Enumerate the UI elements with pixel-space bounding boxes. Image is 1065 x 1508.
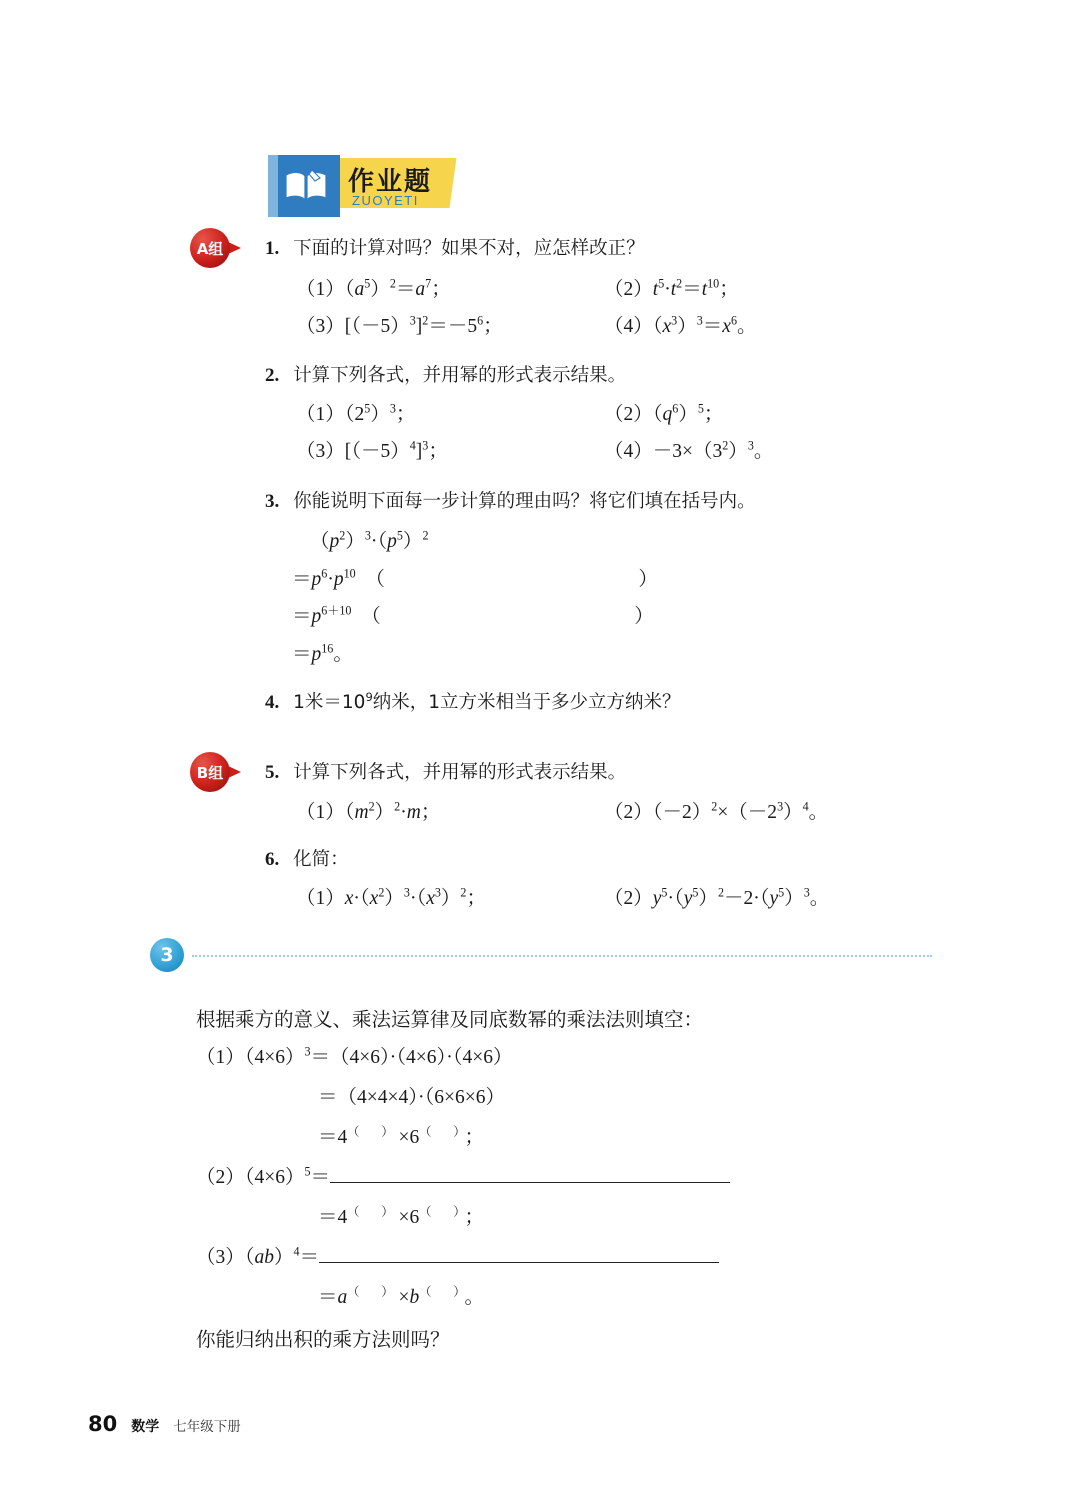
exercise-2-item-2: $(2)(q^6)^5$；: [604, 401, 724, 425]
banner-pinyin: ZUOYETI: [352, 193, 419, 208]
exercise-1-text: 下面的计算对吗？如果不对，应怎样改正？: [293, 238, 645, 259]
section-3-line-2: ＝（4×4×4）·（6×6×6）: [318, 1087, 505, 1108]
banner-title: 作业题: [348, 167, 433, 197]
section-3-line-7: ＝a（ ）×b（ ）。: [318, 1284, 484, 1308]
section-3-line-4: $(2)(4\times 6)^5=$: [196, 1163, 730, 1192]
exercise-6-text: 化简：: [293, 849, 349, 870]
exercise-3-step-2: $=p^6\cdot p^{10}$ （ ）: [292, 566, 658, 590]
group-a-label: A组: [190, 228, 230, 268]
exercise-2-text: 计算下列各式，并用幂的形式表示结果。: [293, 365, 627, 386]
exercise-1-stem: [265, 234, 645, 264]
exercise-6-item-2: $(2)y^5\cdot(y^5)^2-2\cdot(y^5)^3$。: [604, 885, 830, 909]
exercise-6-number: 6.: [265, 849, 280, 870]
exercise-2-item-1: $(1)(2^5)^3$；: [296, 401, 416, 425]
group-b-badge: [190, 752, 244, 792]
exercise-5-number: 5.: [265, 762, 280, 783]
exercise-2-stem: [265, 361, 626, 391]
section-3-divider: [192, 955, 932, 957]
section-3-closing: 你能归纳出积的乘方法则吗？: [196, 1328, 450, 1351]
exercise-5-item-2: $(2)(-2)^2\times(-2^3)^4$。: [604, 799, 829, 823]
group-b-label: B组: [190, 752, 230, 792]
footer-subject: 数学: [131, 1419, 160, 1435]
section-3-line-3: ＝4（ ）×6（ ）；: [318, 1124, 484, 1148]
page-footer: [88, 1412, 241, 1436]
section-3-line-1: $(1)(4\times 6)^3=(4\times 6)\cdot(4\times 6)\cdot(4\times 6)$: [196, 1044, 513, 1068]
exercise-3-number: 3.: [265, 491, 280, 512]
exercise-1-number: 1.: [265, 238, 280, 259]
exercise-4-text: 1米$=10^9$纳米，1立方米相当于多少立方纳米？: [293, 689, 681, 713]
exercise-6-stem: [265, 845, 349, 875]
exercise-4-number: 4.: [265, 692, 280, 713]
exercise-2-number: 2.: [265, 365, 280, 386]
group-a-badge: [190, 228, 244, 268]
section-3-line-5: ＝4（ ）×6（ ）；: [318, 1204, 484, 1228]
section-3-intro: 根据乘方的意义、乘法运算律及同底数幂的乘法法则填空：: [196, 1008, 704, 1031]
exercise-1-item-4: $(4)(x^3)^3=x^6$。: [604, 313, 757, 337]
exercise-5-item-1: $(1)(m^2)^2\cdot m$；: [296, 799, 441, 823]
open-book-icon: [284, 169, 328, 203]
exercise-3-step-3: $=p^{6+10}$ （ ）: [292, 603, 654, 627]
footer-grade: 七年级下册: [173, 1419, 241, 1435]
exercise-5-text: 计算下列各式，并用幂的形式表示结果。: [293, 762, 627, 783]
page-number: 80: [88, 1412, 118, 1436]
exercise-3-stem: [265, 487, 756, 517]
exercise-1-item-1: $(1)(a^5)^2=a^7$；: [296, 276, 451, 300]
section-3-marker: 3: [150, 938, 184, 972]
exercise-3-step-4: $=p^{16}$。: [292, 641, 353, 665]
homework-banner: [268, 155, 453, 217]
banner-blue-edge: [268, 155, 278, 217]
exercise-3-text: 你能说明下面每一步计算的理由吗？将它们填在括号内。: [293, 491, 756, 512]
exercise-2-item-3: $(3)[(-5)^4]^3$；: [296, 438, 448, 462]
exercise-1-item-2: $(2)t^5\cdot t^2=t^{10}$；: [604, 276, 739, 300]
exercise-6-item-1: $(1)x\cdot(x^2)^3\cdot(x^3)^2$；: [296, 885, 486, 909]
exercise-4-stem: [265, 688, 681, 718]
exercise-3-step-1: $(p^2)^3\cdot(p^5)^2$: [310, 528, 429, 552]
exercise-2-item-4: $(4)-3\times(3^2)^3$。: [604, 438, 774, 462]
exercise-5-stem: [265, 758, 626, 788]
exercise-1-item-3: $(3)[(-5)^3]^2=-5^6$；: [296, 313, 503, 337]
section-3-line-6: （3）（ab）$^4$＝: [196, 1243, 719, 1272]
